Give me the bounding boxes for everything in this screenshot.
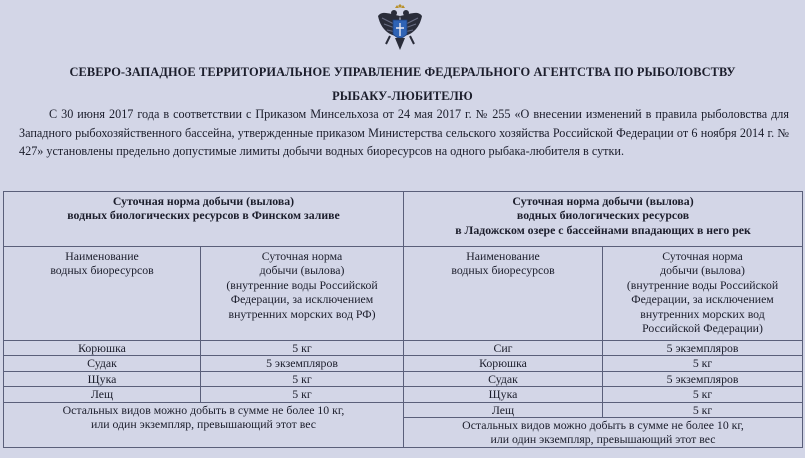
right-col-norm-header-line6: Российской Федерации) <box>642 321 763 336</box>
right-caption-line1: Суточная норма добычи (вылова) <box>512 194 694 208</box>
left-row-norm: 5 экземпляров <box>201 356 404 371</box>
right-caption-line2: водных биологических ресурсов <box>516 208 690 223</box>
left-caption-line1: Суточная норма добычи (вылова) <box>112 194 295 208</box>
table-row <box>4 387 803 402</box>
left-col-norm-header-line4: Федерации, за исключением <box>230 292 374 307</box>
double-headed-eagle-emblem-icon <box>376 4 424 52</box>
intro-paragraph: С 30 июня 2017 года в соответствии с Приказом Минсельхоза от 24 мая 2017 г. № 255 «О внесении изменений в правила рыболовства для Западного рыбохозяйственного бассейна, утвержденные приказом Министерства сельского хозяйства Российской Федерации от 6 ноября 2014 г. № 427» установлены предельно допустимые лимиты добычи водных биоресурсов на одного рыбака-любителя в сутки. <box>19 107 789 158</box>
left-table-note <box>4 402 404 447</box>
right-row-norm: 5 кг <box>603 356 803 371</box>
left-note-line2: или один экземпляр, превышающий этот вес <box>91 417 316 432</box>
right-col-norm-header <box>603 247 803 341</box>
right-row-name: Корюшка <box>404 356 603 371</box>
left-row-norm: 5 кг <box>201 387 404 402</box>
catch-norms-table <box>3 191 803 448</box>
right-note-line1: Остальных видов можно добыть в сумме не более 10 кг, <box>462 418 744 433</box>
right-row-name: Судак <box>404 371 603 386</box>
right-col-norm-header-line1: Суточная норма <box>662 249 743 263</box>
right-col-name-header-line1: Наименование <box>466 249 540 263</box>
left-col-norm-header-line1: Суточная норма <box>261 249 343 263</box>
right-row-norm: 5 кг <box>603 387 803 402</box>
table-row <box>4 341 803 356</box>
left-row-name: Лещ <box>4 387 201 402</box>
right-row-name: Сиг <box>404 341 603 356</box>
left-row-name: Щука <box>4 371 201 386</box>
right-col-norm-header-line3: (внутренние воды Российской <box>626 277 779 292</box>
left-row-name: Корюшка <box>4 341 201 356</box>
left-caption-line2: водных биологических ресурсов в Финском заливе <box>67 208 340 223</box>
table-row <box>4 356 803 371</box>
right-table-note <box>404 418 803 448</box>
left-col-norm-header <box>201 247 404 341</box>
left-row-norm: 5 кг <box>201 371 404 386</box>
left-row-name: Судак <box>4 356 201 371</box>
document-heading: СЕВЕРО-ЗАПАДНОЕ ТЕРРИТОРИАЛЬНОЕ УПРАВЛЕНИЕ ФЕДЕРАЛЬНОГО АГЕНТСТВА ПО РЫБОЛОВСТВУ <box>69 65 736 79</box>
left-col-name-header <box>4 247 201 341</box>
left-row-norm: 5 кг <box>201 341 404 356</box>
table-row <box>4 371 803 386</box>
table-row <box>4 402 803 417</box>
right-caption-line3: в Ладожском озере с бассейнами впадающих в него рек <box>455 222 751 237</box>
right-col-norm-header-line5: внутренних морских вод <box>640 306 765 321</box>
right-row-name: Лещ <box>404 402 603 417</box>
right-col-name-header <box>404 247 603 341</box>
document-subheading: РЫБАКУ-ЛЮБИТЕЛЮ <box>332 89 473 103</box>
right-row-norm: 5 кг <box>603 402 803 417</box>
right-col-norm-header-line4: Федерации, за исключением <box>631 292 774 307</box>
right-table-caption <box>404 192 803 247</box>
left-note-line1: Остальных видов можно добыть в сумме не более 10 кг, <box>62 402 345 417</box>
left-col-norm-header-line3: (внутренние воды Российской <box>226 277 378 292</box>
left-col-norm-header-line5: внутренних морских вод РФ) <box>228 306 376 321</box>
right-row-norm: 5 экземпляров <box>603 341 803 356</box>
right-row-name: Щука <box>404 387 603 402</box>
right-col-name-header-line2: водных биоресурсов <box>451 263 555 278</box>
right-note-line2: или один экземпляр, превышающий этот вес <box>490 432 716 447</box>
left-table-caption <box>4 192 404 247</box>
right-row-norm: 5 экземпляров <box>603 371 803 386</box>
left-col-name-header-line1: Наименование <box>65 249 139 263</box>
right-col-norm-header-line2: добычи (вылова) <box>660 263 745 278</box>
left-col-norm-header-line2: добычи (вылова) <box>259 263 345 278</box>
left-col-name-header-line2: водных биоресурсов <box>50 263 154 278</box>
